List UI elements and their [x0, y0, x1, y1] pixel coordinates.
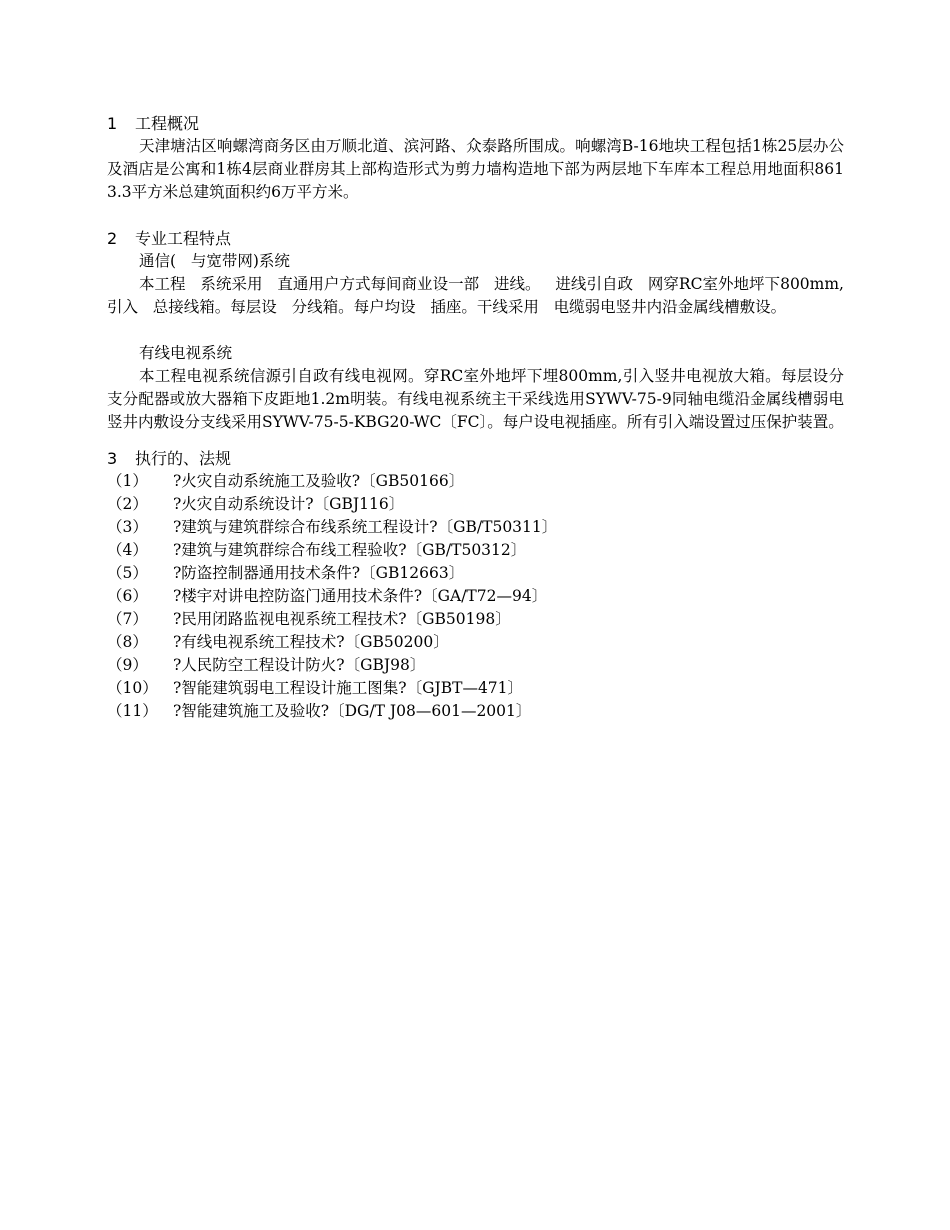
- section-heading: [107, 112, 844, 135]
- document-body: [107, 112, 844, 723]
- item-index: （11）: [107, 702, 158, 720]
- item-index: （1）: [107, 472, 148, 490]
- item-text: ?建筑与建筑群综合布线系统工程设计?〔GB/T50311〕: [173, 518, 558, 536]
- section-title: 执行的、法规: [135, 449, 232, 468]
- section-title: 工程概况: [135, 114, 200, 133]
- item-index: （10）: [107, 679, 158, 697]
- list-item: [107, 677, 844, 700]
- section-heading: [107, 447, 844, 470]
- spacer: [107, 204, 844, 227]
- item-index: （2）: [107, 495, 148, 513]
- telecom-paragraph: 本工程 系统采用 直通用户方式每间商业设一部 进线。 进线引自政 网穿RC室外地坪下800mm,引入 总接线箱。每层设 分线箱。每户均设 插座。干线采用 电缆弱电竖井内沿金属线槽敷设。: [107, 275, 844, 316]
- section-regulations: [107, 447, 844, 723]
- item-text: ?智能建筑弱电工程设计施工图集?〔GJBT—471〕: [173, 679, 524, 697]
- item-index: （3）: [107, 518, 148, 536]
- item-index: （9）: [107, 656, 148, 674]
- section-overview: [107, 112, 844, 204]
- list-item: [107, 631, 844, 654]
- item-text: ?建筑与建筑群综合布线工程验收?〔GB/T50312〕: [173, 541, 527, 559]
- item-text: ?有线电视系统工程技术?〔GB50200〕: [173, 633, 449, 651]
- item-text: ?火灾自动系统设计?〔GBJ116〕: [173, 495, 405, 513]
- item-index: （4）: [107, 541, 148, 559]
- spacer: [107, 434, 844, 447]
- list-item: [107, 470, 844, 493]
- section-number: 2: [107, 229, 118, 248]
- telecom-subheading: 通信( 与宽带网)系统: [139, 252, 290, 270]
- catv-subheading: 有线电视系统: [139, 344, 233, 362]
- list-item: [107, 493, 844, 516]
- item-text: ?楼宇对讲电控防盗门通用技术条件?〔GA/T72—94〕: [173, 587, 548, 605]
- section-features: [107, 227, 844, 434]
- section-title: 专业工程特点: [135, 229, 232, 248]
- section-number: 3: [107, 449, 118, 468]
- section-heading: [107, 227, 844, 250]
- list-item: [107, 700, 844, 723]
- list-item: [107, 608, 844, 631]
- list-item: [107, 539, 844, 562]
- regulations-list: [107, 470, 844, 723]
- catv-paragraph: 本工程电视系统信源引自政有线电视网。穿RC室外地坪下埋800mm,引入竖井电视放大箱。每层设分支分配器或放大器箱下皮距地1.2m明装。有线电视系统主干采线选用SYWV-75-9同轴电缆沿金属线槽弱电竖井内敷设分支线采用SYWV-75-5-KBG20-WC〔FC〕。每户设电视插座。所有引入端设置过压保护装置。: [107, 367, 844, 431]
- item-index: （6）: [107, 587, 148, 605]
- list-item: [107, 585, 844, 608]
- item-text: ?火灾自动系统施工及验收?〔GB50166〕: [173, 472, 465, 490]
- item-text: ?人民防空工程设计防火?〔GBJ98〕: [173, 656, 426, 674]
- item-text: ?防盗控制器通用技术条件?〔GB12663〕: [173, 564, 465, 582]
- list-item: [107, 516, 844, 539]
- list-item: [107, 654, 844, 677]
- section-number: 1: [107, 114, 118, 133]
- list-item: [107, 562, 844, 585]
- item-index: （5）: [107, 564, 148, 582]
- overview-paragraph: 天津塘沽区响螺湾商务区由万顺北道、滨河路、众泰路所围成。响螺湾B-16地块工程包括1栋25层办公及酒店是公寓和1栋4层商业群房其上部构造形式为剪力墙构造地下部为两层地下车库本工程总用地面积8613.3平方米总建筑面积约6万平方米。: [107, 137, 844, 201]
- item-index: （8）: [107, 633, 148, 651]
- item-text: ?智能建筑施工及验收?〔DG/T J08—601—2001〕: [173, 702, 532, 720]
- item-text: ?民用闭路监视电视系统工程技术?〔GB50198〕: [173, 610, 511, 628]
- item-index: （7）: [107, 610, 148, 628]
- spacer: [107, 319, 844, 342]
